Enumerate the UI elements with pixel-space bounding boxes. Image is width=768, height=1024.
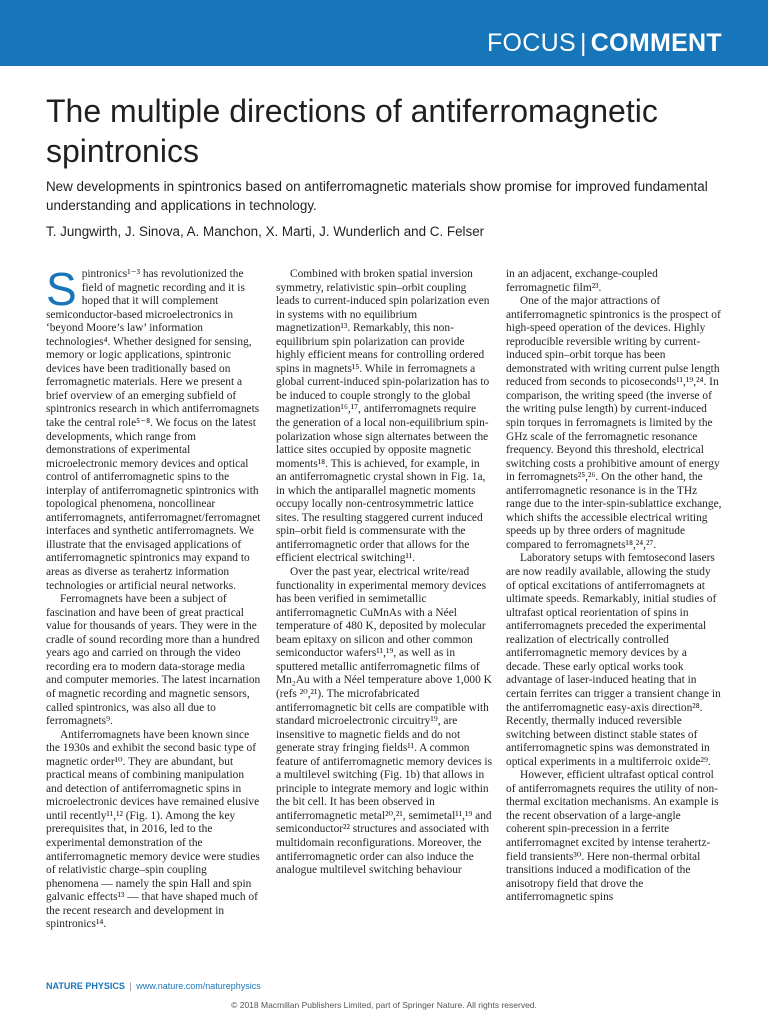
journal-url-link[interactable]: www.nature.com/naturephysics bbox=[136, 981, 261, 991]
body-column-1 bbox=[46, 263, 262, 932]
journal-name: NATURE PHYSICS bbox=[46, 981, 125, 991]
copyright-notice: © 2018 Macmillan Publishers Limited, part of Springer Nature. All rights reserved. bbox=[231, 1000, 537, 1010]
header-separator: | bbox=[579, 29, 587, 57]
paragraph: in an adjacent, exchange-coupled ferromagnetic film²³. bbox=[506, 268, 658, 294]
article-title: The multiple directions of antiferromagnetic spintronics bbox=[46, 93, 658, 169]
article-standfirst: New developments in spintronics based on antiferromagnetic materials show promise for improved fundamental understanding and applications in technology. bbox=[46, 179, 708, 213]
footer-divider: | bbox=[129, 981, 132, 991]
paragraph: Antiferromagnets have been known since the 1930s and exhibit the second basic type of magnetic order¹⁰. They are abundant, but practical means of combining manipulation and detection of antiferromagnetic spins in microelectronic devices have remained elusive until recently¹¹,¹² (Fig. 1). Among the key prerequisites that, in 2016, led to the experimental demonstration of the antiferromagnetic memory device were studies of relativistic charge–spin coupling phenomena — namely the spin Hall and spin galvanic effects¹³ — that have shaped much of the recent research and development in spintronics¹⁴. bbox=[46, 728, 260, 931]
focus-label: FOCUS bbox=[486, 29, 576, 57]
journal-footer bbox=[46, 980, 261, 992]
paragraph: However, efficient ultrafast optical control of antiferromagnets requires the utility of non-thermal excitation mechanisms. An example is the recent observation of a large-angle coherent spin-precession in a ferrite antiferromagnet excited by intense terahertz-field transients³⁰. Here non-thermal orbital transitions induced a modification of the anisotropy field that drove the antiferromagnetic spins bbox=[506, 769, 719, 904]
paragraph: One of the major attractions of antiferromagnetic spintronics is the prospect of high-speed operation of the devices. Highly reproducible reversible writing by current-induced spin–orbit torque has been demonstrated with writing current pulse length reduced from seconds to picoseconds¹¹,¹⁹,²⁴. In comparison, the writing speed (the inverse of the writing pulse length) by current-induced spin torques in ferromagnets is limited by the GHz scale of the ferromagnetic resonance frequency. Beyond this threshold, electrical switching costs a prohibitive amount of energy in ferromagnets²⁵,²⁶. On the other hand, the antiferromagnetic resonance is in the THz range due to the inter-spin-sublattice exchange, which shifts the accessible electrical writing speeds up by three orders of magnitude compared to ferromagnets¹⁸,²⁴,²⁷. bbox=[506, 295, 722, 551]
section-header-bar bbox=[0, 0, 768, 66]
paragraph: pintronics¹⁻³ has revolutionized the field of magnetic recording and it is hoped that it will complement semiconductor-based microelectronics in ‘beyond Moore’s law’ information technologies⁴. Whether designed for sensing, memory or logic applications, spintronic devices have been traditionally based on ferromagnetic materials. Here we present a brief overview of an emerging subfield of spintronics research in which antiferromagnets take the central role⁵⁻⁸. We focus on the latest developments, which range from demonstrations of experimental microelectronic memory devices and optical control of antiferromagnetic spins to the interplay of antiferromagnetic spintronics with topological phenomena, noncollinear antiferromagnets, antiferromagnet/ferromagnet interfaces and synthetic antiferromagnets. We illustrate that the envisaged applications of antiferromagnetic spintronics may expand to areas as diverse as terahertz information technologies or artificial neural networks. bbox=[46, 268, 261, 592]
comment-label: COMMENT bbox=[590, 29, 722, 57]
body-column-2 bbox=[276, 268, 492, 878]
body-column-3 bbox=[506, 268, 722, 905]
drop-cap: S bbox=[46, 263, 77, 315]
paragraph: Combined with broken spatial inversion symmetry, relativistic spin–orbit coupling leads to current-induced spin polarization even in systems with no equilibrium magnetization¹³. Remarkably, this non-equilibrium spin polarization can provide highly efficient means for controlling ordered spins in magnets¹⁵. While in ferromagnets a global current-induced spin-polarization has to be induced to couple strongly to the global magnetization¹⁶,¹⁷, antiferromagnets require the generation of a local non-equilibrium spin-polarization whose sign alternates between the lattice sites occupied by opposite magnetic moments¹⁸. This is achieved, for example, in an antiferromagnetic crystal shown in Fig. 1a, in which the antiparallel magnetic moments occupy locally non-centrosymmetric lattice sites. The resulting staggered current induced spin–orbit field is commensurate with the antiferromagnetic order that allows for the efficient electrical switching¹¹. bbox=[276, 268, 490, 565]
section-label bbox=[487, 28, 722, 58]
paragraph: Over the past year, electrical write/read functionality in experimental memory devices has been verified in semimetallic antiferromagnetic CuMnAs with a Néel temperature of 480 K, deposited by molecular beam epitaxy on silicon and other common semiconductor wafers¹¹,¹⁹, as well as in sputtered metallic antiferromagnetic films of Mn₂Au with a Néel temperature above 1,000 K (refs ²⁰,²¹). The microfabricated antiferromagnetic bit cells are compatible with standard microelectronic circuitry¹⁹, are insensitive to magnetic fields and do not generate stray fringing fields¹¹. A common feature of antiferromagnetic memory devices is a multilevel switching (Fig. 1b) that allows in principle to integrate memory and logic within the bit cell. It has been observed in antiferromagnetic metal²⁰,²¹, semimetal¹¹,¹⁹ and semiconductor²² structures and associated with multidomain reconfigurations. Moreover, the antiferromagnetic order can also induce the analogue multilevel switching behaviour bbox=[276, 566, 493, 877]
paragraph: Laboratory setups with femtosecond lasers are now readily available, allowing the study of optical excitations of antiferromagnets at ultimate speeds. Remarkably, initial studies of ultrafast optical reorientation of spins in antiferromagnets preceded the experimental realization of electrically controlled antiferromagnetic memory devices by a decade. These early optical works took advantage of laser-induced heating that in certain ferrites can trigger a transient change in the antiferromagnetic easy-axis direction²⁸. Recently, thermally induced reversible switching between distinct stable states of antiferromagnetic spins was demonstrated in optical experiments in a multiferroic oxide²⁹. bbox=[506, 552, 721, 768]
article-authors: T. Jungwirth, J. Sinova, A. Manchon, X. Marti, J. Wunderlich and C. Felser bbox=[46, 224, 485, 239]
paragraph: Ferromagnets have been a subject of fascination and have been of great practical value for thousands of years. They were in the cradle of sound recording more than a hundred years ago and carried on through the video recording era to modern data-storage media and computer memories. The latest incarnation of magnetic recording and magnetic sensors, called spintronics, was also all due to ferromagnets⁹. bbox=[46, 593, 261, 728]
